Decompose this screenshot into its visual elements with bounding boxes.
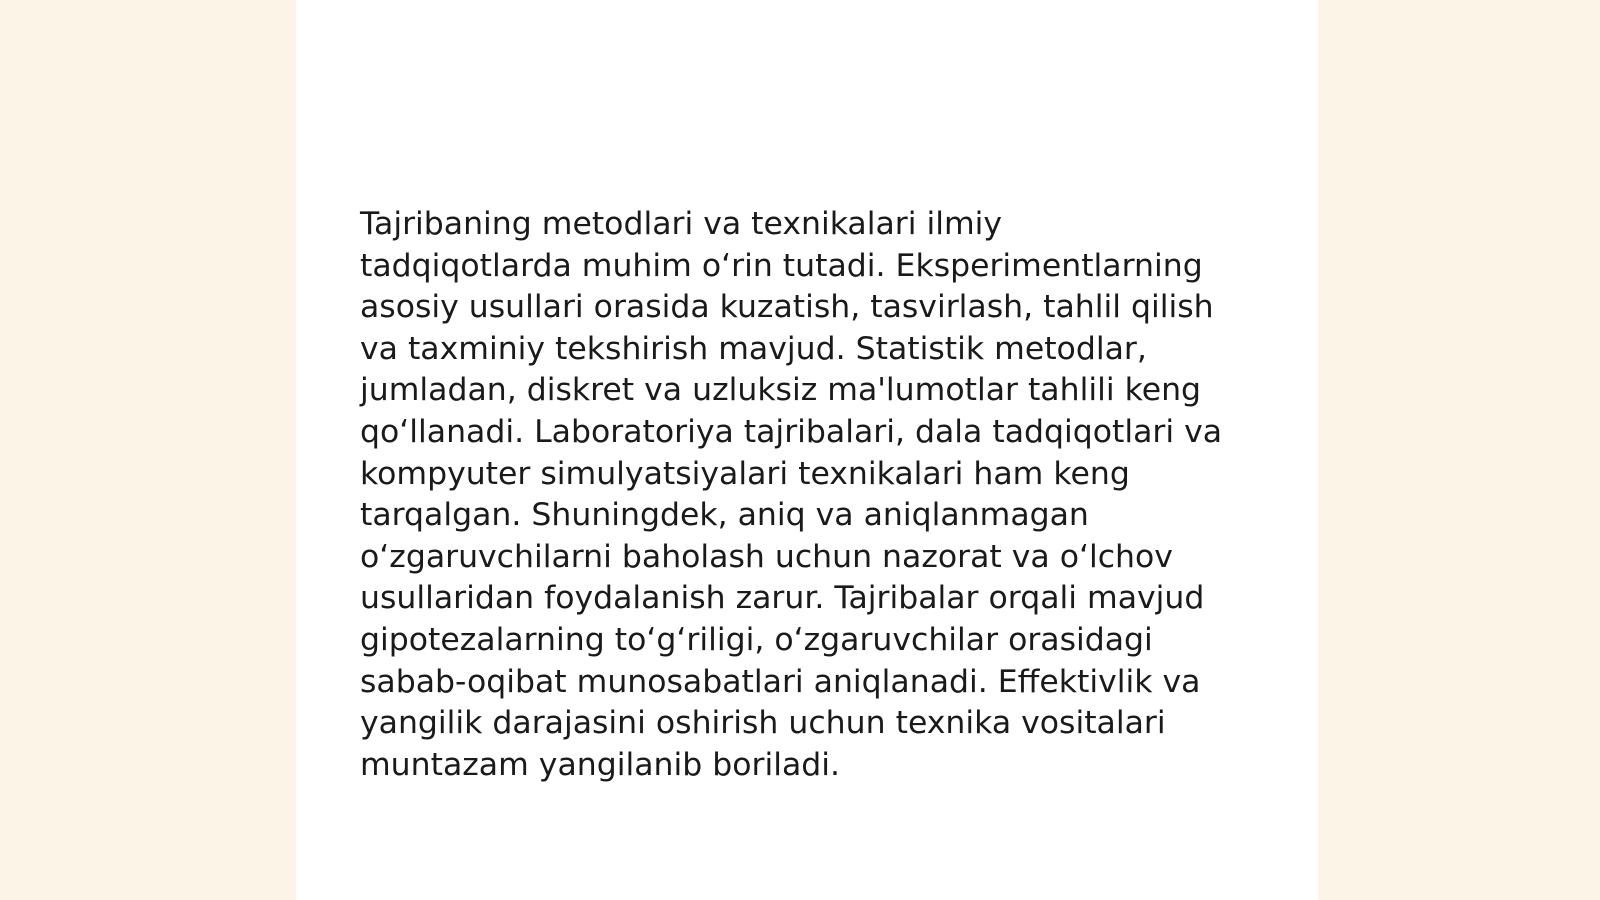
- body-paragraph: Tajribaning metodlari va texnikalari ilmiy tadqiqotlarda muhim o‘rin tutadi. Eksperimentlarning asosiy usullari orasida kuzatish, tasvirlash, tahlil qilish va taxminiy tekshirish mavjud. Statistik metodlar, jumladan, diskret va uzluksiz ma'lumotlar tahlili keng qo‘llanadi. Laboratoriya tajribalari, dala tadqiqotlari va kompyuter simulyatsiyalari texnikalari ham keng tarqalgan. Shuningdek, aniq va aniqlanmagan o‘zgaruvchilarni baholash uchun nazorat va o‘lchov usullaridan foydalanish zarur. Tajribalar orqali mavjud gipotezalarning to‘g‘riligi, o‘zgaruvchilar orasidagi sabab-oqibat munosabatlari aniqlanadi. Effektivlik va yangilik darajasini oshirish uchun texnika vositalari muntazam yangilanib boriladi.: [360, 206, 1223, 783]
- document-page: [296, 0, 1318, 900]
